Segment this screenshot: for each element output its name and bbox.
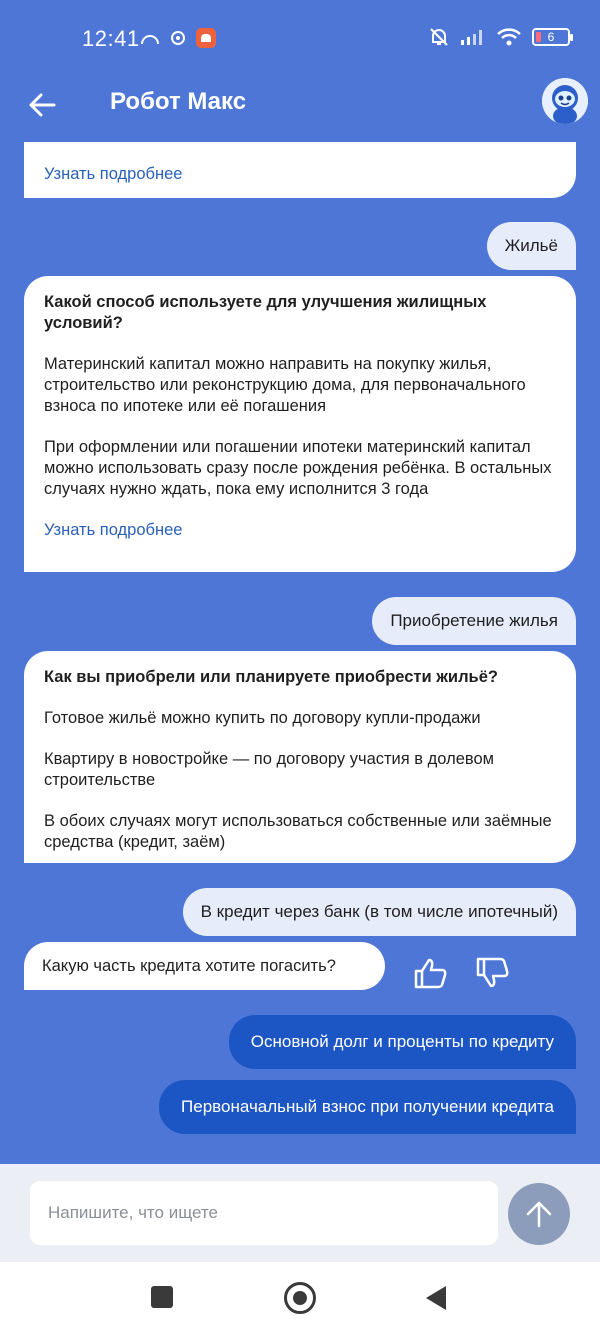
header [0,78,600,138]
page-title: Робот Макс [110,88,247,115]
quick-reply-button[interactable] [229,1015,576,1069]
bot-message-paragraph: В обоих случаях могут использоваться собственные или заёмные средства (кредит, заём) [44,812,552,851]
bot-message-text: Какую часть кредита хотите погасить? [42,956,336,975]
app-notification-icon [196,28,216,48]
sync-icon [140,30,160,46]
back-button[interactable] [24,84,64,124]
settings-icon [168,28,188,48]
user-message-text: Жильё [504,236,558,255]
bot-message-paragraph: Материнский капитал можно направить на покупку жилья, строительство или реконструкцию дома, для первоначального взноса по ипотеке или её погашения [44,355,526,415]
status-bar [0,0,600,78]
battery-level: 6 [547,30,555,44]
bot-message-title: Какой способ используете для улучшения жилищных условий? [44,293,487,332]
recents-button[interactable] [151,1286,173,1308]
home-button[interactable] [284,1282,316,1314]
arrow-up-icon [523,1198,555,1230]
battery-icon [532,28,570,46]
quick-reply-label: Основной долг и проценты по кредиту [250,1032,554,1051]
signal-icon [460,28,486,46]
bot-message [24,651,576,863]
thumb-up-icon [414,957,448,989]
user-message [372,597,576,645]
user-message-text: Приобретение жилья [390,611,558,630]
bot-message [24,142,576,198]
robot-avatar-icon[interactable] [542,78,588,124]
thumb-up-button[interactable] [414,957,448,994]
status-time: 12:41 [82,26,140,51]
quick-reply-label: Первоначальный взнос при получении кредита [181,1097,554,1116]
bot-message-paragraph: Квартиру в новостройке — по договору участия в долевом строительстве [44,750,494,789]
input-bar [0,1164,600,1262]
wifi-icon [496,27,522,47]
bot-message-title: Как вы приобрели или планируете приобрести жильё? [44,668,498,686]
thumb-down-icon [476,957,510,989]
learn-more-link[interactable]: Узнать подробнее [44,165,183,183]
quick-reply-button[interactable] [159,1080,576,1134]
thumb-down-button[interactable] [476,957,510,994]
mute-icon [428,26,450,48]
bot-message-paragraph: При оформлении или погашении ипотеки материнский капитал можно использовать сразу после рождения ребёнка. В остальных случаях нужно ждать, пока ему исполнится 3 года [44,438,552,498]
bot-message-paragraph: Готовое жильё можно купить по договору купли-продажи [44,709,481,727]
chat-area[interactable] [0,142,600,1164]
message-input[interactable] [30,1181,498,1245]
user-message [487,222,576,270]
user-message-text: В кредит через банк (в том числе ипотечный) [200,902,558,921]
user-message [183,888,576,936]
bot-message [24,942,385,990]
system-back-button[interactable] [426,1286,446,1310]
system-nav-bar [0,1262,600,1332]
learn-more-link[interactable]: Узнать подробнее [44,521,183,539]
arrow-left-icon [24,84,64,124]
send-button[interactable] [508,1183,570,1245]
bot-message [24,276,576,572]
